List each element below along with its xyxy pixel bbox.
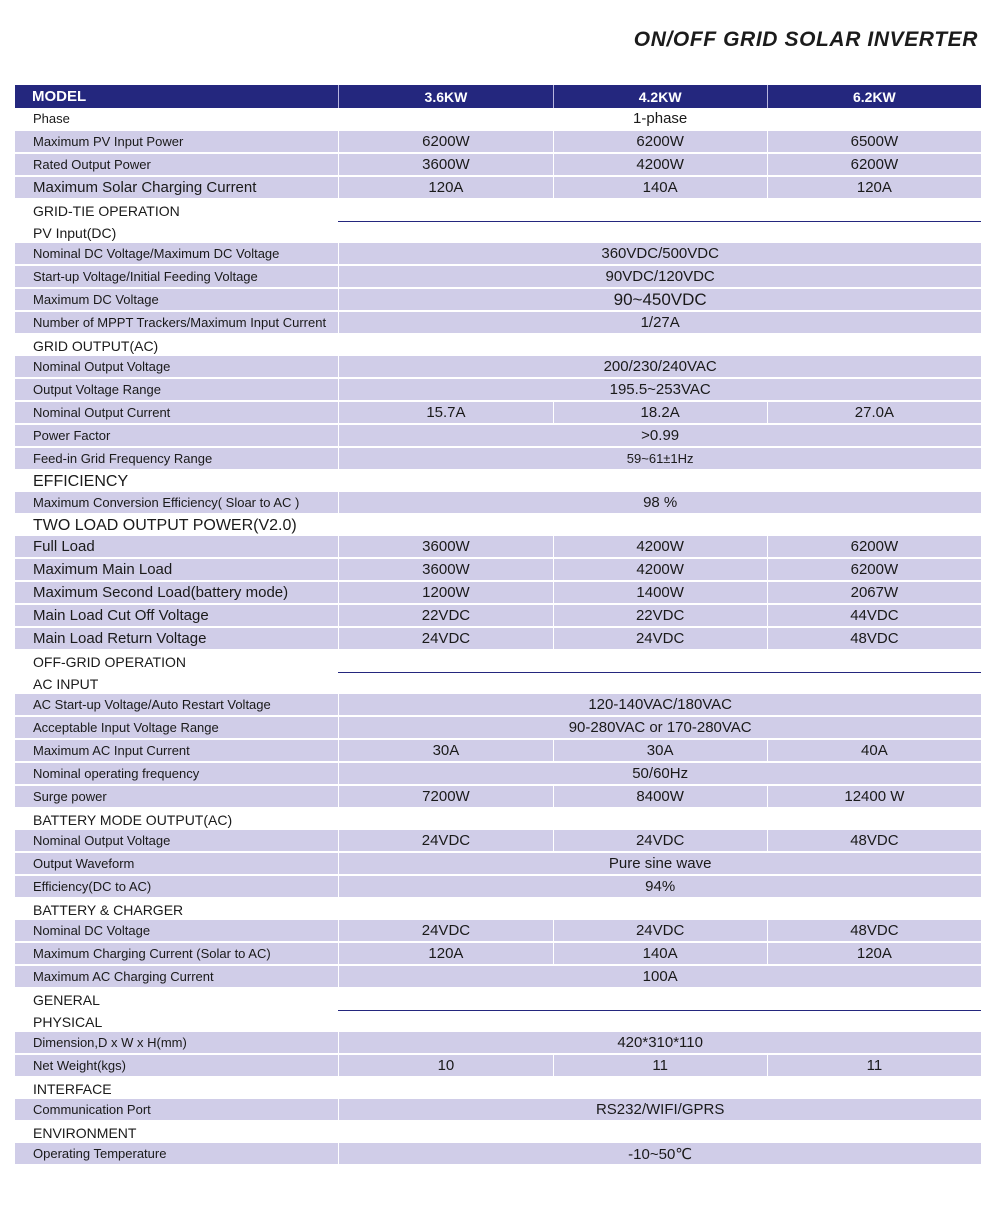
section-title: OFF-GRID OPERATION [15,651,338,673]
row-value: 4200W [553,154,767,177]
section-environment [15,1122,981,1143]
section-spacer [338,1078,981,1099]
spec-row-nominal-dc-voltage [15,243,981,266]
row-value: 94% [338,876,981,899]
row-value: 4200W [553,559,767,582]
spec-row-output-voltage-range [15,379,981,402]
row-value: 90-280VAC or 170-280VAC [338,717,981,740]
row-value: 120-140VAC/180VAC [338,694,981,717]
section-spacer [338,1011,981,1032]
row-value: 1/27A [338,312,981,335]
row-value: RS232/WIFI/GPRS [338,1099,981,1122]
spec-row-max-conversion-efficiency [15,492,981,515]
model-label: MODEL [15,85,338,108]
section-pv-input [15,222,981,243]
row-value: 420*310*110 [338,1032,981,1055]
row-value: 3600W [338,536,552,559]
row-label: Dimension,D x W x H(mm) [15,1032,338,1055]
row-value: >0.99 [338,425,981,448]
section-title: GRID-TIE OPERATION [15,200,338,222]
section-battery-charger [15,899,981,920]
row-label: Nominal Output Voltage [15,830,338,853]
row-value: 12400 W [767,786,981,809]
row-value: 140A [553,177,767,200]
row-value: 59~61±1Hz [338,448,981,471]
spec-row-mppt-trackers [15,312,981,335]
row-value: 24VDC [338,628,552,651]
section-title: ENVIRONMENT [15,1122,338,1143]
spec-table [15,85,981,1166]
row-label: Rated Output Power [15,154,338,177]
row-value: 30A [553,740,767,763]
row-value: 24VDC [338,830,552,853]
page-title: ON/OFF GRID SOLAR INVERTER [633,28,978,51]
section-rule [338,989,981,1011]
section-title: GENERAL [15,989,338,1011]
row-value: 40A [767,740,981,763]
spec-row-rated-output-power [15,154,981,177]
spec-row-max-ac-charging-current [15,966,981,989]
row-value: 48VDC [767,628,981,651]
row-value: 3600W [338,559,552,582]
model-3-6kw: 3.6KW [338,85,552,108]
row-label: Maximum AC Charging Current [15,966,338,989]
row-value: 120A [767,177,981,200]
section-title: PHYSICAL [15,1011,338,1032]
row-value: 2067W [767,582,981,605]
section-interface [15,1078,981,1099]
spec-row-dimension [15,1032,981,1055]
section-rule [338,200,981,222]
row-label: Efficiency(DC to AC) [15,876,338,899]
section-ac-input [15,673,981,694]
section-spacer [338,335,981,356]
row-label: Maximum Charging Current (Solar to AC) [15,943,338,966]
row-value: 6200W [767,154,981,177]
row-value: 100A [338,966,981,989]
section-title: TWO LOAD OUTPUT POWER(V2.0) [15,515,338,536]
row-label: Main Load Cut Off Voltage [15,605,338,628]
row-label: Maximum DC Voltage [15,289,338,312]
row-label: Output Waveform [15,853,338,876]
row-value: 140A [553,943,767,966]
spec-row-max-pv-input-power [15,131,981,154]
row-label: Number of MPPT Trackers/Maximum Input Current [15,312,338,335]
spec-row-max-dc-voltage [15,289,981,312]
row-value: 18.2A [553,402,767,425]
section-grid-output [15,335,981,356]
row-label: Maximum Conversion Efficiency( Sloar to AC ) [15,492,338,515]
row-value: 24VDC [553,628,767,651]
section-title: INTERFACE [15,1078,338,1099]
section-spacer [338,515,981,536]
section-spacer [338,673,981,694]
spec-row-acceptable-input-voltage [15,717,981,740]
row-value: 10 [338,1055,552,1078]
row-label: Maximum Second Load(battery mode) [15,582,338,605]
row-value: 120A [338,943,552,966]
section-physical [15,1011,981,1032]
spec-row-ac-startup-voltage [15,694,981,717]
row-label: Communication Port [15,1099,338,1122]
row-label: Surge power [15,786,338,809]
row-value: 44VDC [767,605,981,628]
spec-row-communication-port [15,1099,981,1122]
row-value: 24VDC [338,920,552,943]
spec-row-power-factor [15,425,981,448]
spec-row-max-ac-input-current [15,740,981,763]
model-6-2kw: 6.2KW [767,85,981,108]
row-value: 24VDC [553,830,767,853]
row-value: 120A [338,177,552,200]
section-general [15,989,981,1011]
section-title: PV Input(DC) [15,222,338,243]
row-value: Pure sine wave [338,853,981,876]
row-value: 6200W [767,536,981,559]
row-label: Nominal DC Voltage [15,920,338,943]
section-title: EFFICIENCY [15,471,338,492]
header-row [15,85,981,108]
row-value: 90VDC/120VDC [338,266,981,289]
row-value: 3600W [338,154,552,177]
row-value: 50/60Hz [338,763,981,786]
spec-row-startup-voltage [15,266,981,289]
spec-row-max-charging-current [15,943,981,966]
section-title: BATTERY & CHARGER [15,899,338,920]
row-value: 22VDC [553,605,767,628]
spec-row-nominal-output-current [15,402,981,425]
model-4-2kw: 4.2KW [553,85,767,108]
row-label: Full Load [15,536,338,559]
spec-row-max-main-load [15,559,981,582]
row-value: 90~450VDC [338,289,981,312]
section-rule [338,651,981,673]
row-value: 6200W [338,131,552,154]
spec-row-nominal-output-voltage [15,356,981,379]
section-spacer [338,1122,981,1143]
row-value: 11 [767,1055,981,1078]
section-two-load-output [15,515,981,536]
spec-row-max-solar-charging-current [15,177,981,200]
section-battery-mode-output [15,809,981,830]
section-spacer [338,222,981,243]
row-value: 27.0A [767,402,981,425]
spec-row-battery-nominal-output-voltage [15,830,981,853]
spec-row-output-waveform [15,853,981,876]
row-value: 6200W [553,131,767,154]
spec-row-max-second-load [15,582,981,605]
row-value: 30A [338,740,552,763]
section-title: BATTERY MODE OUTPUT(AC) [15,809,338,830]
spec-row-operating-temperature [15,1143,981,1166]
row-value: 22VDC [338,605,552,628]
spec-row-feed-in-frequency [15,448,981,471]
row-value: 11 [553,1055,767,1078]
row-label: AC Start-up Voltage/Auto Restart Voltage [15,694,338,717]
section-spacer [338,471,981,492]
spec-row-nominal-operating-frequency [15,763,981,786]
row-label: Feed-in Grid Frequency Range [15,448,338,471]
spec-row-main-load-cut-off [15,605,981,628]
row-label: Start-up Voltage/Initial Feeding Voltage [15,266,338,289]
row-value: 4200W [553,536,767,559]
spec-row-phase [15,108,981,131]
section-off-grid-operation [15,651,981,673]
row-value: 6500W [767,131,981,154]
row-value: 1-phase [338,108,981,131]
row-label: Maximum Main Load [15,559,338,582]
row-value: 48VDC [767,830,981,853]
row-value: 360VDC/500VDC [338,243,981,266]
row-value: 48VDC [767,920,981,943]
section-grid-tie-operation [15,200,981,222]
spec-row-battery-nominal-dc-voltage [15,920,981,943]
spec-row-efficiency-dc-to-ac [15,876,981,899]
section-spacer [338,899,981,920]
spec-row-net-weight [15,1055,981,1078]
row-label: Output Voltage Range [15,379,338,402]
section-efficiency [15,471,981,492]
section-title: GRID OUTPUT(AC) [15,335,338,356]
row-value: 7200W [338,786,552,809]
spec-row-full-load [15,536,981,559]
row-value: 195.5~253VAC [338,379,981,402]
row-value: 120A [767,943,981,966]
row-value: 6200W [767,559,981,582]
section-title: AC INPUT [15,673,338,694]
row-label: Maximum AC Input Current [15,740,338,763]
row-label: Operating Temperature [15,1143,338,1166]
row-value: 1400W [553,582,767,605]
row-label: Acceptable Input Voltage Range [15,717,338,740]
section-spacer [338,809,981,830]
row-value: -10~50℃ [338,1143,981,1166]
row-label: Nominal DC Voltage/Maximum DC Voltage [15,243,338,266]
row-value: 1200W [338,582,552,605]
row-value: 98 % [338,492,981,515]
row-label: Maximum Solar Charging Current [15,177,338,200]
row-label: Maximum PV Input Power [15,131,338,154]
spec-row-surge-power [15,786,981,809]
row-label: Phase [15,108,338,131]
row-value: 8400W [553,786,767,809]
row-value: 24VDC [553,920,767,943]
row-label: Nominal Output Voltage [15,356,338,379]
row-label: Main Load Return Voltage [15,628,338,651]
row-label: Nominal Output Current [15,402,338,425]
spec-row-main-load-return [15,628,981,651]
row-value: 15.7A [338,402,552,425]
row-label: Nominal operating frequency [15,763,338,786]
row-value: 200/230/240VAC [338,356,981,379]
row-label: Net Weight(kgs) [15,1055,338,1078]
row-label: Power Factor [15,425,338,448]
